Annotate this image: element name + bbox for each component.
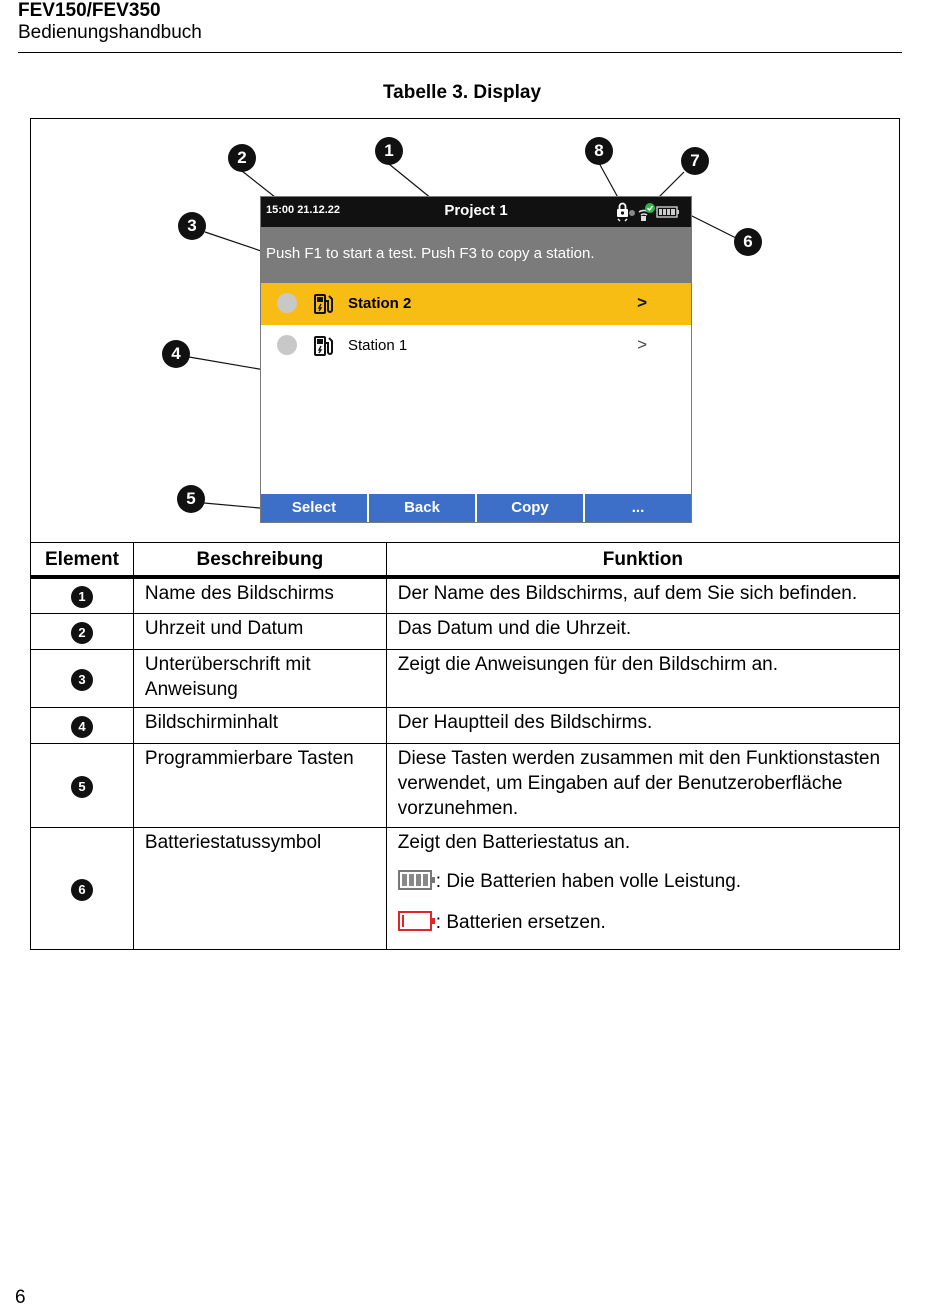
softkey-bar bbox=[261, 494, 691, 522]
header-subtitle: Bedienungshandbuch bbox=[18, 22, 202, 43]
row-function: Diese Tasten werden zusammen mit den Funktionstasten verwendet, um Eingaben auf der Benutzeroberfläche vorzunehmen. bbox=[386, 743, 899, 827]
connected-check-icon bbox=[645, 203, 655, 213]
row-description: Name des Bildschirms bbox=[133, 577, 386, 613]
callout-8: 8 bbox=[585, 137, 613, 165]
chevron-right-icon: > bbox=[637, 293, 647, 312]
header-model: FEV150/FEV350 bbox=[18, 0, 161, 21]
row-function bbox=[386, 827, 899, 949]
callout-4: 4 bbox=[162, 340, 190, 368]
charging-station-icon bbox=[313, 335, 335, 362]
row-description: Uhrzeit und Datum bbox=[133, 613, 386, 649]
row-description: Programmierbare Tasten bbox=[133, 743, 386, 827]
table-header-row bbox=[31, 543, 900, 578]
time-date: 15:00 21.12.22 bbox=[266, 204, 341, 216]
table-row bbox=[31, 577, 900, 613]
callout-1: 1 bbox=[375, 137, 403, 165]
row-description: Batteriestatussymbol bbox=[133, 827, 386, 949]
instruction-text: Push F1 to start a test. Push F3 to copy a station. bbox=[266, 245, 595, 262]
station-row-selected[interactable] bbox=[261, 283, 691, 325]
callout-7: 7 bbox=[681, 147, 709, 175]
battery-empty-icon bbox=[398, 911, 436, 931]
column-header: Element bbox=[31, 543, 134, 578]
element-number: 5 bbox=[71, 776, 93, 798]
table-title: Tabelle 3. Display bbox=[382, 82, 542, 103]
screen-top-bar bbox=[261, 197, 691, 227]
table-row bbox=[31, 613, 900, 649]
element-table bbox=[30, 542, 900, 950]
element-number: 4 bbox=[71, 716, 93, 738]
battery-replace-line bbox=[398, 910, 888, 935]
column-header: Beschreibung bbox=[133, 543, 386, 578]
softkey-select[interactable]: Select bbox=[261, 494, 369, 522]
element-number: 6 bbox=[71, 879, 93, 901]
row-description: Bildschirminhalt bbox=[133, 707, 386, 743]
callout-5: 5 bbox=[177, 485, 205, 513]
battery-full-line bbox=[398, 869, 888, 894]
table-row bbox=[31, 649, 900, 707]
screen-title: Project 1 bbox=[444, 202, 508, 219]
row-function: Der Name des Bildschirms, auf dem Sie sich befinden. bbox=[386, 577, 899, 613]
station-row[interactable] bbox=[261, 325, 691, 367]
chevron-right-icon: > bbox=[637, 335, 647, 354]
station-label: Station 1 bbox=[348, 337, 408, 354]
callout-3: 3 bbox=[178, 212, 206, 240]
softkey-copy[interactable]: Copy bbox=[477, 494, 585, 522]
element-number: 2 bbox=[71, 622, 93, 644]
softkey-back[interactable]: Back bbox=[369, 494, 477, 522]
table-row bbox=[31, 743, 900, 827]
battery-replace-text: : Batterien ersetzen. bbox=[435, 911, 606, 933]
row-function: Zeigt die Anweisungen für den Bildschirm an. bbox=[386, 649, 899, 707]
battery-status-text: Zeigt den Batteriestatus an. bbox=[397, 831, 631, 853]
battery-full-text: : Die Batterien haben volle Leistung. bbox=[435, 870, 742, 892]
table-row bbox=[31, 827, 900, 949]
page-number: 6 bbox=[15, 1287, 26, 1308]
row-function: Das Datum und die Uhrzeit. bbox=[386, 613, 899, 649]
battery-icon bbox=[657, 207, 679, 217]
column-header: Funktion bbox=[386, 543, 899, 578]
element-number: 1 bbox=[71, 586, 93, 608]
battery-full-icon bbox=[398, 870, 436, 890]
instruction-bar bbox=[261, 227, 691, 283]
row-description: Unterüberschrift mit Anweisung bbox=[133, 649, 386, 707]
element-number: 3 bbox=[71, 669, 93, 691]
softkey-more[interactable]: ... bbox=[585, 494, 691, 522]
status-dot bbox=[277, 293, 297, 313]
device-screen bbox=[260, 196, 692, 523]
charging-station-icon bbox=[313, 293, 335, 320]
station-label: Station 2 bbox=[348, 295, 412, 312]
status-dot bbox=[277, 335, 297, 355]
lock-icon bbox=[617, 204, 628, 222]
table-row bbox=[31, 707, 900, 743]
status-icons bbox=[615, 202, 685, 222]
callout-2: 2 bbox=[228, 144, 256, 172]
callout-6: 6 bbox=[734, 228, 762, 256]
row-function: Der Hauptteil des Bildschirms. bbox=[386, 707, 899, 743]
